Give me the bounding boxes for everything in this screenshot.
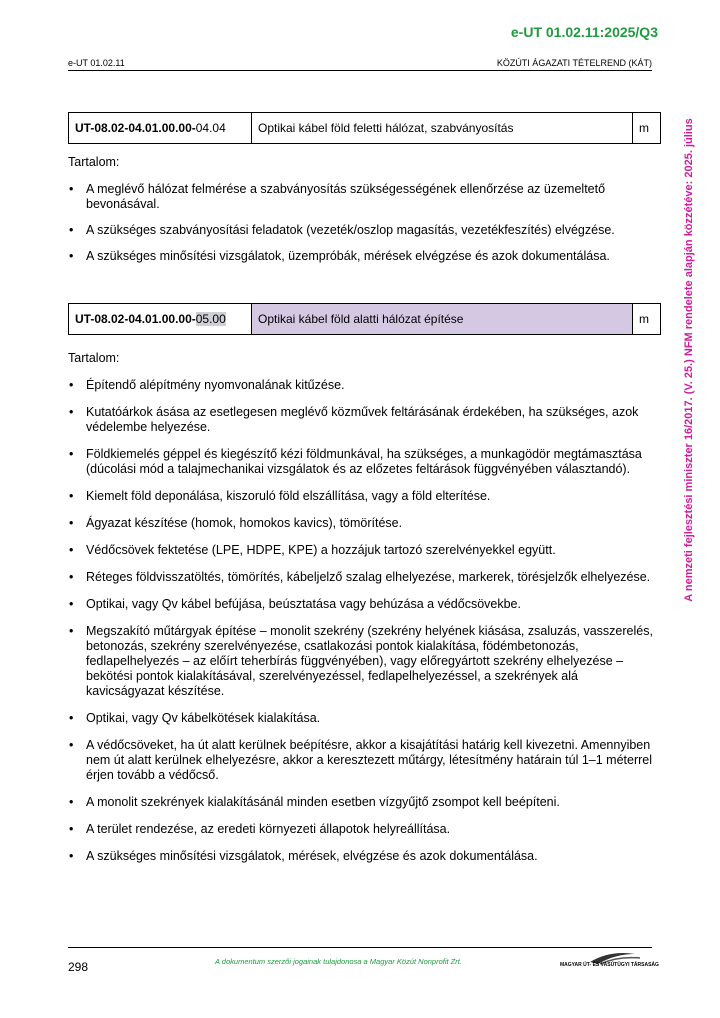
item-code-cell	[69, 113, 252, 144]
item-code-prefix: UT-08.02-04.01.00.00-	[75, 121, 196, 135]
content-label-1: Tartalom:	[68, 155, 120, 169]
header-left: e-UT 01.02.11	[68, 58, 125, 68]
item-unit: m	[633, 113, 661, 144]
item-table-04-04	[68, 112, 661, 144]
side-note-text: A nemzeti fejlesztési miniszter 16/2017. (V. 25.) NFM rendelete alapján közzétéve: 2025. július	[683, 118, 695, 602]
content-list-2	[68, 378, 658, 876]
list-item: • Réteges földvisszatöltés, tömörítés, kábeljelző szalag elhelyezése, markerek, törésjelzők elhelyezése.	[68, 570, 658, 585]
list-item: • Kutatóárkok ásása az esetlegesen meglévő közművek feltárásának érdekében, ha szükséges, azok védelembe helyezése.	[68, 405, 658, 435]
item-code-suffix: 04.04	[195, 121, 226, 135]
header-right: KÖZÚTI ÁGAZATI TÉTELREND (KÁT)	[496, 58, 652, 68]
item-code-prefix: UT-08.02-04.01.00.00-	[75, 312, 196, 326]
list-item: • A szükséges minősítési vizsgálatok, mérések, elvégzése és azok dokumentálása.	[68, 849, 658, 864]
list-item: • A védőcsöveket, ha út alatt kerülnek beépítésre, akkor a kisajátítási határig kell kivezetni. Amennyiben nem út alatt kerülnek elhelyezésre, akkor a keresztezett műtárgy, létesítmény határain túl 1–1 méterrel érjen tovább a védőcső.	[68, 738, 658, 783]
list-item: • Optikai, vagy Qv kábel befújása, beúsztatása vagy behúzása a védőcsövekbe.	[68, 597, 658, 612]
logo-text: MAGYAR ÚT- ÉS VASÚTÜGYI TÁRSASÁG	[560, 962, 659, 968]
content-label-2: Tartalom:	[68, 351, 120, 365]
item-code-suffix-highlighted: 05.00	[195, 312, 226, 326]
page-number: 298	[68, 960, 89, 974]
document-code: e-UT 01.02.11:2025/Q3	[510, 24, 658, 40]
item-unit: m	[633, 304, 661, 335]
item-title-highlighted: Optikai kábel föld alatti hálózat építése	[252, 304, 633, 335]
list-item: • Kiemelt föld deponálása, kiszoruló föld elszállítása, vagy a föld elterítése.	[68, 489, 658, 504]
content-list-1	[68, 182, 658, 275]
list-item: • A meglévő hálózat felmérése a szabványosítás szükségességének ellenőrzése az üzemeltető bevonásával.	[68, 182, 658, 212]
table-row	[69, 304, 661, 335]
copyright-notice: A dokumentum szerzői jogainak tulajdonosa a Magyar Közút Nonprofit Zrt.	[215, 957, 462, 966]
list-item: • A szükséges szabványosítási feladatok (vezeték/oszlop magasítás, vezetékfeszítés) elvégzése.	[68, 223, 658, 238]
item-table-05-00	[68, 303, 661, 335]
table-row	[69, 113, 661, 144]
list-item: • A terület rendezése, az eredeti környezeti állapotok helyreállítása.	[68, 822, 658, 837]
list-item: • Földkiemelés géppel és kiegészítő kézi földmunkával, ha szükséges, a munkagödör megtámasztása (dúcolási mód a talajmechanikai vizsgálatok és az előzetes feltárások függvényében választandó).	[68, 447, 658, 477]
list-item: • Optikai, vagy Qv kábelkötések kialakítása.	[68, 711, 658, 726]
list-item: • Építendő alépítmény nyomvonalának kitűzése.	[68, 378, 658, 393]
list-item: • Megszakító műtárgyak építése – monolit szekrény (szekrény helyének kiásása, zsaluzás, vasszerelés, betonozás, szekrény szerelvényezése, csatlakozási pontok kialakítása, födémbetonozás, fedlapelhelyezés – az előírt teherbírás függvényében), vagy előregyártott szekrény elhelyezése – bekötési pontok kialakításával, szerelvényezéssel, fedlapelhelyezéssel, a szekrények alá kavicságyazat készítése.	[68, 624, 658, 699]
item-title: Optikai kábel föld feletti hálózat, szabványosítás	[252, 113, 633, 144]
list-item: • A szükséges minősítési vizsgálatok, üzempróbák, mérések elvégzése és azok dokumentálása.	[68, 249, 658, 264]
header-divider	[68, 70, 652, 71]
list-item: • A monolit szekrények kialakításánál minden esetben vízgyűjtő zsompot kell beépíteni.	[68, 795, 658, 810]
side-note	[679, 80, 699, 640]
item-code-cell	[69, 304, 252, 335]
list-item: • Védőcsövek fektetése (LPE, HDPE, KPE) a hozzájuk tartozó szerelvényekkel együtt.	[68, 543, 658, 558]
list-item: • Ágyazat készítése (homok, homokos kavics), tömörítése.	[68, 516, 658, 531]
